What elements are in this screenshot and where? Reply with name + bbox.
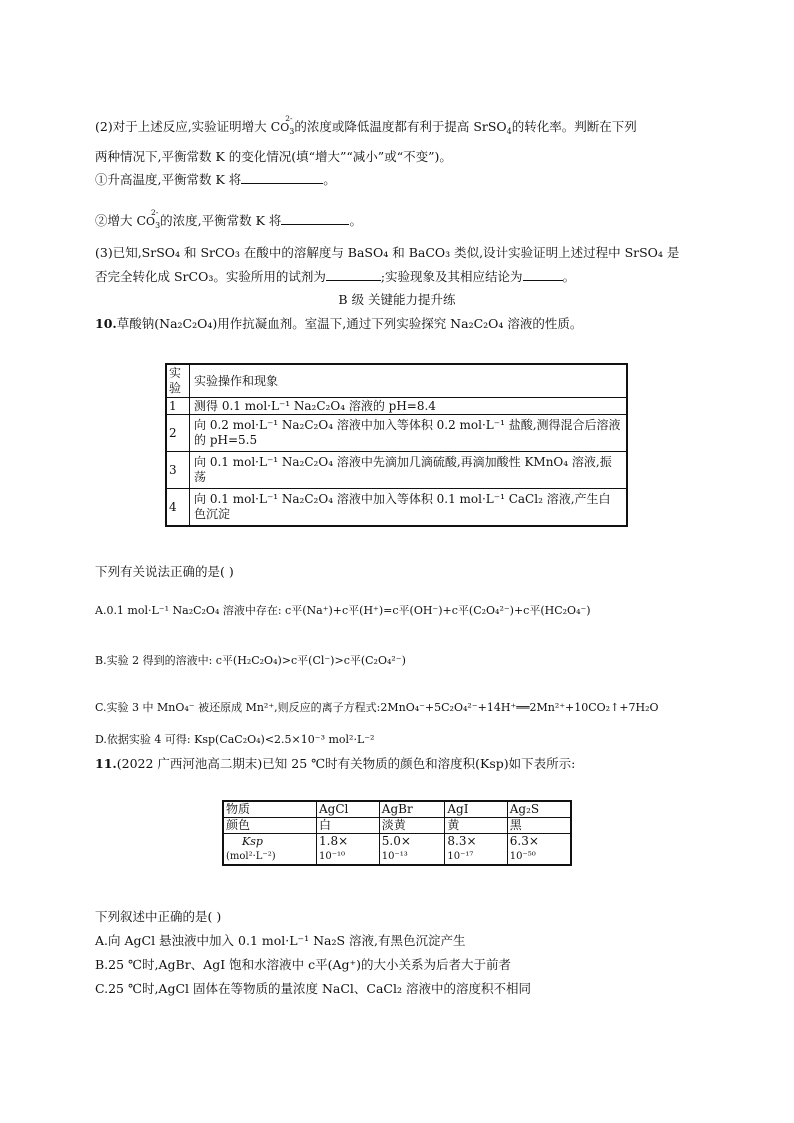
q10-stem-text: 草酸钠(Na₂C₂O₄)用作抗凝血剂。室温下,通过下列实验探究 Na₂C₂O₄ 溶液的性质。 <box>116 316 583 331</box>
table-cell <box>317 834 380 866</box>
q10-stem <box>95 315 582 333</box>
table-cell: 向 0.2 mol·L⁻¹ Na₂C₂O₄ 溶液中加入等体积 0.2 mol·L⁻¹ 盐酸,测得混合后溶液的 pH=5.5 <box>190 415 628 452</box>
table-cell: 黑 <box>507 818 571 834</box>
q11-option-c[interactable]: C.25 ℃时,AgCl 固体在等物质的量浓度 NaCl、CaCl₂ 溶液中的溶度积不相同 <box>95 981 531 996</box>
table-header-row <box>166 364 627 398</box>
punct: 。 <box>562 269 576 284</box>
row-label <box>223 834 317 866</box>
q10-question: 下列有关说法正确的是( ) <box>95 564 234 579</box>
q9-part3-text: 否完全转化成 SrCO₃。实验所用的试剂为 <box>95 269 326 284</box>
q10-option-c[interactable]: C.实验 3 中 MnO₄⁻ 被还原成 Mn²⁺,则反应的离子方程式:2MnO₄⁻+5C₂O₄²⁻+14H⁺══2Mn²⁺+10CO₂↑+7H₂O <box>95 701 659 714</box>
header-cell: 实验操作和现象 <box>190 364 628 398</box>
q9-part3-line1: (3)已知,SrSO₄ 和 SrCO₃ 在酸中的溶解度与 BaSO₄ 和 BaCO₃ 类似,设计实验证明上述过程中 SrSO₄ 是 <box>95 245 680 260</box>
q11-stem <box>95 755 575 773</box>
q11-solubility-table <box>222 800 572 866</box>
table-cell <box>445 834 507 866</box>
table-cell <box>379 834 445 866</box>
table-row <box>166 398 627 415</box>
punct: 。 <box>323 172 336 187</box>
q9-part3-line2 <box>95 268 575 286</box>
table-row <box>166 415 627 452</box>
header-cell: AgBr <box>379 801 445 818</box>
table-cell: 3 <box>166 452 190 489</box>
q9-text: 的浓度或降低温度都有利于提高 SrSO <box>294 119 507 134</box>
punct: 。 <box>349 213 362 228</box>
q9-part2-line1 <box>95 114 637 141</box>
table-header-row <box>223 801 571 818</box>
table-cell: 2 <box>166 415 190 452</box>
section-heading: B 级 关键能力提升练 <box>338 292 456 307</box>
answer-blank[interactable] <box>281 212 349 225</box>
q11-option-b[interactable]: B.25 ℃时,AgBr、AgI 饱和水溶液中 c平(Ag⁺)的大小关系为后者大于前者 <box>95 957 511 972</box>
ion-letter: O <box>280 121 290 134</box>
ksp-power: 10⁻¹⁷ <box>447 851 474 862</box>
ksp-unit: (mol²·L⁻²) <box>226 851 276 862</box>
question-number: 11. <box>95 756 117 771</box>
ion-charge: 2- <box>151 208 159 217</box>
ksp-power: 10⁻¹⁰ <box>319 851 346 862</box>
q9-item2-text: 的浓度,平衡常数 K 将 <box>160 213 282 228</box>
q11-question: 下列叙述中正确的是( ) <box>95 909 222 924</box>
table-row <box>166 489 627 527</box>
header-cell: Ag₂S <box>507 801 571 818</box>
q9-part2-item1 <box>95 171 336 189</box>
table-cell: 1 <box>166 398 190 415</box>
q10-experiment-table <box>165 363 628 527</box>
ksp-power: 10⁻⁵⁰ <box>509 851 536 862</box>
q11-stem-text: (2022 广西河池高二期末)已知 25 ℃时有关物质的颜色和溶度积(Ksp)如下表所示: <box>116 756 576 771</box>
answer-blank[interactable] <box>241 171 323 184</box>
ion-charge: 2- <box>285 114 293 123</box>
ksp-label: Ksp <box>242 835 263 848</box>
q10-option-d[interactable]: D.依据实验 4 可得: Ksp(CaC₂O₄)<2.5×10⁻³ mol²·L⁻² <box>95 733 375 746</box>
ksp-mantissa: 8.3× <box>447 834 477 848</box>
header-cell: AgI <box>445 801 507 818</box>
carbonate-ion <box>146 208 161 235</box>
table-cell: 淡黄 <box>379 818 445 834</box>
ksp-power: 10⁻¹³ <box>381 851 408 862</box>
question-number: 10. <box>95 316 117 331</box>
answer-blank[interactable] <box>523 268 563 281</box>
table-cell: 白 <box>317 818 380 834</box>
table-cell: 黄 <box>445 818 507 834</box>
carbonate-ion <box>280 114 295 141</box>
table-row <box>166 452 627 489</box>
table-cell: 测得 0.1 mol·L⁻¹ Na₂C₂O₄ 溶液的 pH=8.4 <box>190 398 628 415</box>
table-cell: 向 0.1 mol·L⁻¹ Na₂C₂O₄ 溶液中先滴加几滴硫酸,再滴加酸性 KMnO₄ 溶液,振荡 <box>190 452 628 489</box>
q9-part3-text: ;实验现象及其相应结论为 <box>380 269 523 284</box>
table-row <box>223 834 571 866</box>
q9-part2-item2 <box>95 208 362 235</box>
header-cell: AgCl <box>317 801 380 818</box>
ion-letter: O <box>146 215 156 228</box>
q10-option-b[interactable]: B.实验 2 得到的溶液中: c平(H₂C₂O₄)>c平(Cl⁻)>c平(C₂O₄²⁻) <box>95 654 406 667</box>
table-row <box>223 818 571 834</box>
row-label: 颜色 <box>223 818 317 834</box>
q10-option-a[interactable]: A.0.1 mol·L⁻¹ Na₂C₂O₄ 溶液中存在: c平(Na⁺)+c平(H⁺)=c平(OH⁻)+c平(C₂O₄²⁻)+c平(HC₂O₄⁻) <box>95 604 591 617</box>
table-cell: 向 0.1 mol·L⁻¹ Na₂C₂O₄ 溶液中加入等体积 0.1 mol·L⁻¹ CaCl₂ 溶液,产生白色沉淀 <box>190 489 628 527</box>
ion-sub: 3 <box>155 221 161 230</box>
ksp-mantissa: 5.0× <box>381 834 411 848</box>
answer-blank[interactable] <box>326 268 381 281</box>
q9-item2-text: ②增大 C <box>95 213 147 228</box>
q9-part2-line2: 两种情况下,平衡常数 K 的变化情况(填“增大”“减小”或“不变”)。 <box>95 149 452 164</box>
header-cell: 实验 <box>166 364 190 398</box>
table-cell: 4 <box>166 489 190 527</box>
table-cell <box>507 834 571 866</box>
ksp-mantissa: 1.8× <box>319 834 349 848</box>
q9-item1-text: ①升高温度,平衡常数 K 将 <box>95 172 242 187</box>
q9-text: 的转化率。判断在下列 <box>511 119 637 134</box>
q11-option-a[interactable]: A.向 AgCl 悬浊液中加入 0.1 mol·L⁻¹ Na₂S 溶液,有黑色沉淀产生 <box>95 933 466 948</box>
header-cell: 物质 <box>223 801 317 818</box>
ion-sub: 3 <box>289 127 295 136</box>
ksp-mantissa: 6.3× <box>509 834 539 848</box>
q9-text: (2)对于上述反应,实验证明增大 C <box>95 119 281 134</box>
q9-sub: 4 <box>506 127 512 136</box>
